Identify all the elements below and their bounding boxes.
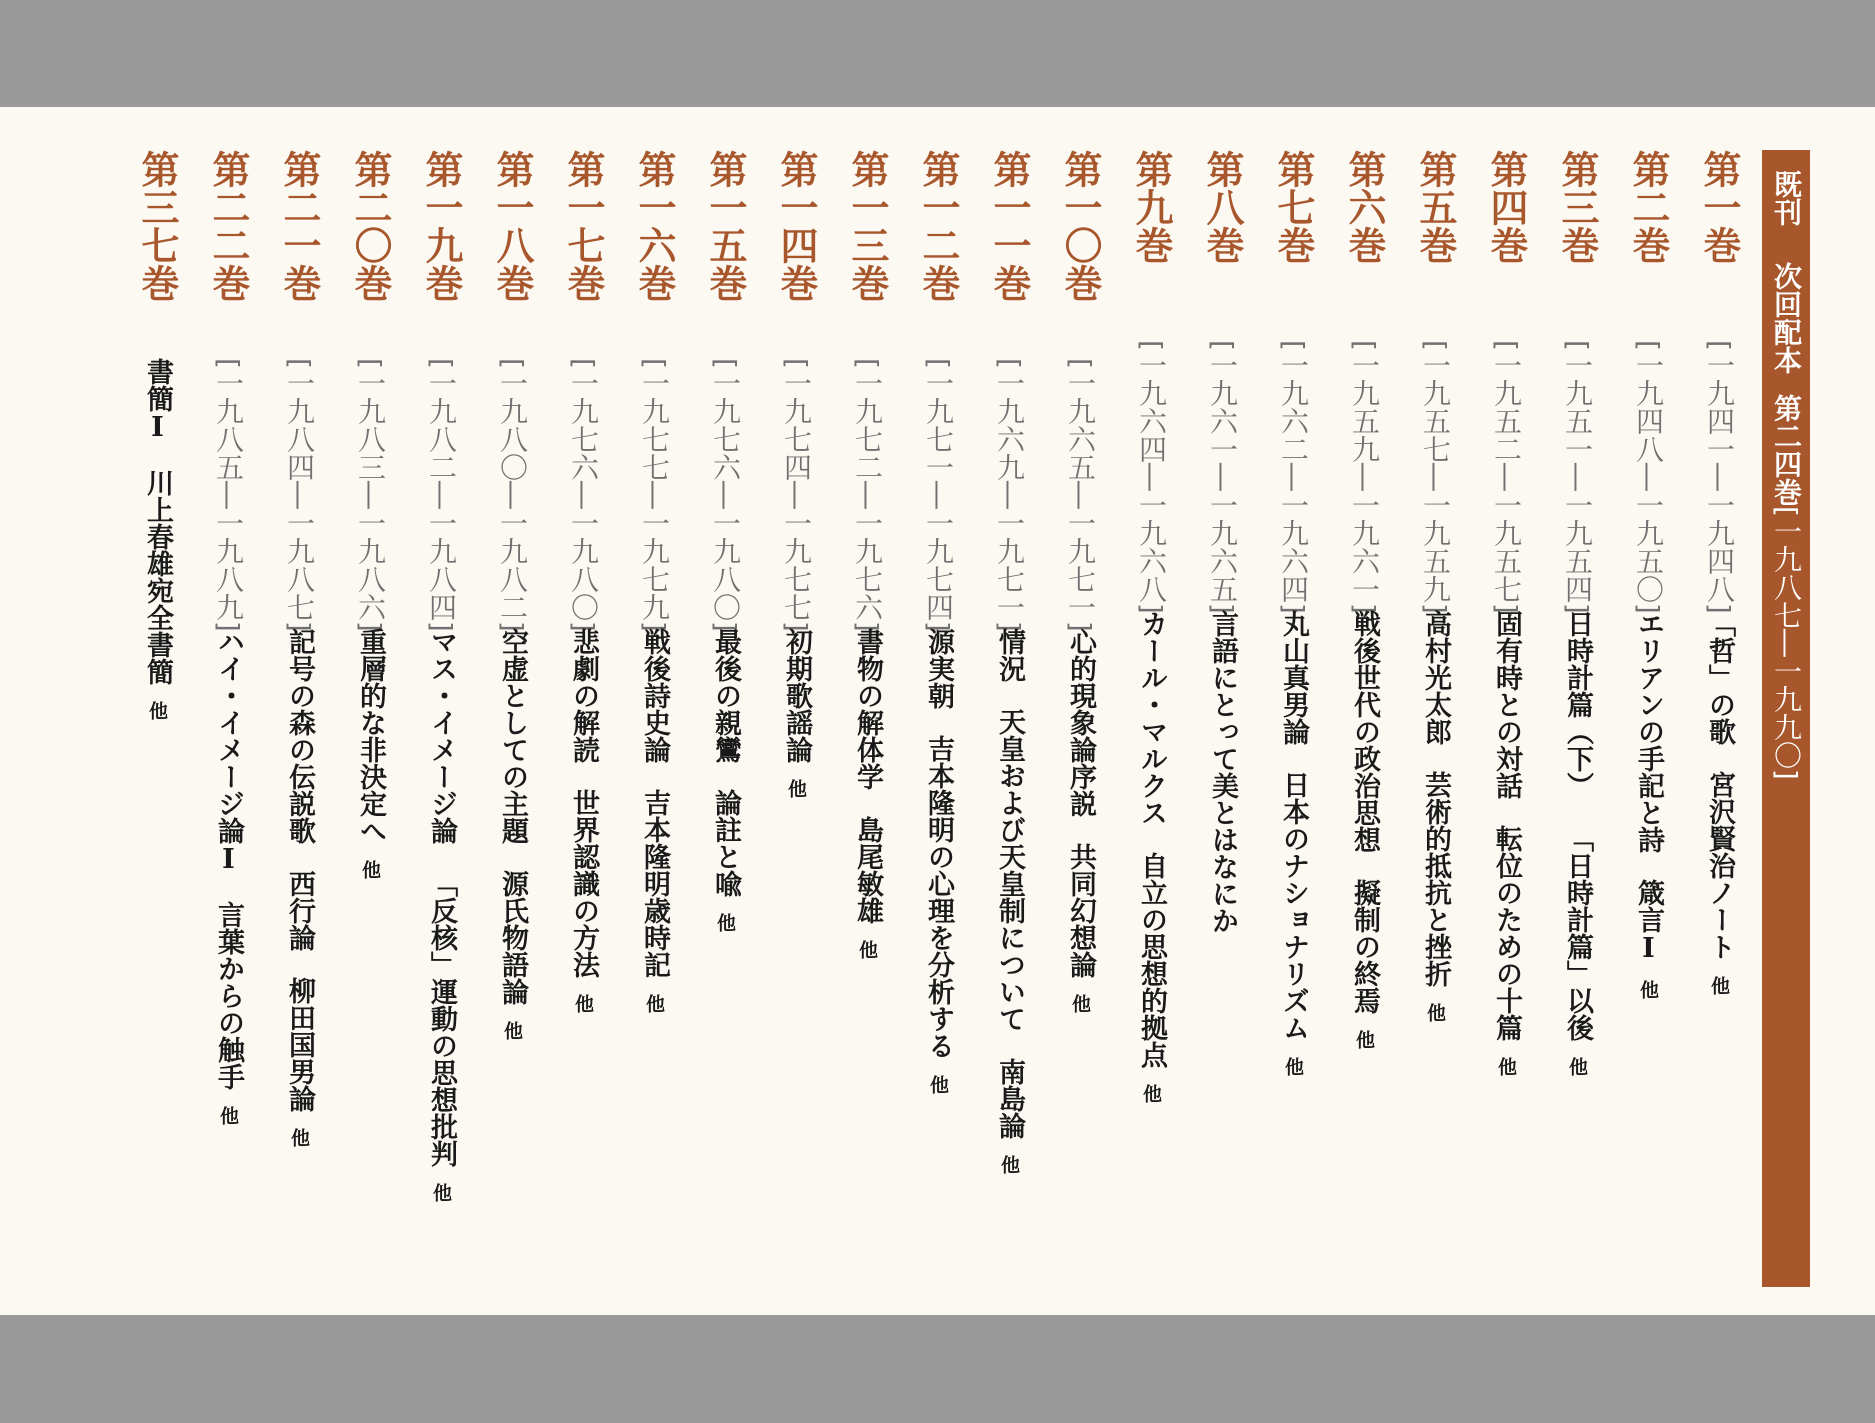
volume-title: 第一七巻: [561, 150, 605, 302]
volume-title: 第六巻: [1342, 150, 1386, 264]
work-title: 源氏物語論: [497, 870, 528, 1005]
work-title: 記号の森の伝説歌: [284, 628, 315, 844]
volume-entry: [482, 150, 542, 1310]
other-works-marker: 他: [1708, 976, 1730, 995]
volume-entry: [1192, 150, 1252, 1310]
work-title: 自立の思想的拠点: [1136, 852, 1167, 1068]
work-title: 柳田国男論: [284, 977, 315, 1112]
volume-years: [一九七四―一九七七]: [780, 358, 813, 632]
work-title: 南島論: [994, 1058, 1025, 1139]
work-title: 言葉からの触手: [213, 901, 244, 1090]
banner-next-volume: 第二四巻: [1770, 394, 1803, 506]
volume-years: [一九八二―一九八四]: [425, 358, 458, 632]
volume-title: 第一四巻: [774, 150, 818, 302]
work-title: 日本のナショナリズム: [1278, 771, 1309, 1041]
volume-years: [一九七七―一九七九]: [638, 358, 671, 632]
volume-years: [一九五一―一九五四]: [1561, 340, 1594, 614]
volume-years: [一九四八―一九五〇]: [1632, 340, 1665, 614]
work-title: 重層的な非決定へ: [355, 628, 386, 844]
volume-title: 第二二巻: [206, 150, 250, 302]
work-title: 転位のための十篇: [1491, 825, 1522, 1041]
volume-entry: [1689, 150, 1749, 1310]
other-works-marker: 他: [217, 1106, 239, 1125]
volume-contents: [1557, 610, 1597, 1076]
volume-years: [一九七一―一九七四]: [922, 358, 955, 632]
work-title: 初期歌謡論: [781, 628, 812, 763]
volume-entry: [695, 150, 755, 1310]
other-works-marker: 他: [1140, 1084, 1162, 1103]
work-title: 西行論: [284, 870, 315, 951]
volume-contents: [989, 628, 1029, 1174]
banner-label: 既刊: [1770, 170, 1803, 226]
volume-title: 第八巻: [1200, 150, 1244, 264]
volume-title: 第一五巻: [703, 150, 747, 302]
other-works-marker: 他: [1566, 1057, 1588, 1076]
work-title: 高村光太郎: [1420, 610, 1451, 745]
volume-title: 第九巻: [1129, 150, 1173, 264]
volume-contents: [918, 628, 958, 1094]
other-works-marker: 他: [501, 1021, 523, 1040]
other-works-marker: 他: [856, 940, 878, 959]
volume-entry: [269, 150, 329, 1310]
other-works-marker: 他: [146, 701, 168, 720]
volume-entry: [766, 150, 826, 1310]
volume-years: [一九五九―一九六一]: [1348, 340, 1381, 614]
volume-years: [一九七二―一九七六]: [851, 358, 884, 632]
other-works-marker: 他: [1424, 1003, 1446, 1022]
volume-contents: [492, 628, 532, 1040]
work-title: 論註と喩: [710, 789, 741, 897]
volume-entry: [1334, 150, 1394, 1310]
volume-title: 第一九巻: [419, 150, 463, 302]
work-title: 書物の解体学: [852, 628, 883, 790]
volume-entry: [1547, 150, 1607, 1310]
work-title: 擬制の終焉: [1349, 879, 1380, 1014]
work-title: マス・イメージ論: [426, 628, 457, 844]
volume-title: 第一八巻: [490, 150, 534, 302]
work-title: 源実朝: [923, 628, 954, 709]
volume-contents: [421, 628, 461, 1202]
volume-years: [一九六一―一九六五]: [1206, 340, 1239, 614]
volume-years: [一九六四―一九六八]: [1135, 340, 1168, 614]
volume-title: 第一巻: [1697, 150, 1741, 264]
volume-contents: [1628, 610, 1668, 999]
volume-years: [一九八五―一九八九]: [212, 358, 245, 632]
volume-title: 第三七巻: [135, 150, 179, 302]
work-title: 戦後詩史論: [639, 628, 670, 763]
volume-title: 第二巻: [1626, 150, 1670, 264]
volume-entry: [1050, 150, 1110, 1310]
published-banner: [1762, 150, 1810, 1287]
banner-next-range: [一九八七―一九九〇]: [1770, 506, 1803, 780]
volume-contents: [634, 628, 674, 1013]
work-title: 「日時計篇」以後: [1562, 825, 1593, 1041]
volume-contents: [1699, 610, 1739, 995]
work-title: エリアンの手記と詩: [1633, 610, 1664, 853]
volume-entry: [1121, 150, 1181, 1310]
work-title: 吉本隆明歳時記: [639, 789, 670, 978]
other-works-marker: 他: [998, 1155, 1020, 1174]
work-title: 川上春雄宛全書簡: [142, 469, 173, 685]
volume-years: [一九八四―一九八七]: [283, 358, 316, 632]
volume-entry: [1618, 150, 1678, 1310]
other-works-marker: 他: [1637, 980, 1659, 999]
work-title: 丸山真男論: [1278, 610, 1309, 745]
other-works-marker: 他: [1069, 994, 1091, 1013]
volume-entry: [198, 150, 258, 1310]
other-works-marker: 他: [1495, 1057, 1517, 1076]
work-title: 悲劇の解読: [568, 628, 599, 763]
work-title: 箴言Ⅰ: [1633, 879, 1664, 964]
volume-years: [一九六二―一九六四]: [1277, 340, 1310, 614]
work-title: 日時計篇（下）: [1562, 610, 1593, 799]
volume-contents: [1131, 610, 1171, 1103]
volume-title: 第二〇巻: [348, 150, 392, 302]
volume-contents: [1202, 610, 1242, 934]
other-works-marker: 他: [643, 994, 665, 1013]
volume-years: [一九六九―一九七一]: [993, 358, 1026, 632]
other-works-marker: 他: [1353, 1030, 1375, 1049]
banner-next-label: 次回配本: [1770, 262, 1803, 374]
volume-entry: [1476, 150, 1536, 1310]
volume-contents: [279, 628, 319, 1147]
volume-entry: [837, 150, 897, 1310]
volume-title: 第一一巻: [987, 150, 1031, 302]
volume-title: 第一三巻: [845, 150, 889, 302]
volume-entry: [1263, 150, 1323, 1310]
work-title: 「反核」運動の思想批判: [426, 870, 457, 1167]
volume-entry: [979, 150, 1039, 1310]
volume-years: [一九六五―一九七一]: [1064, 358, 1097, 632]
work-title: 「哲」の歌: [1704, 610, 1735, 745]
work-title: 宮沢賢治ノート: [1704, 771, 1735, 960]
volume-entry: [908, 150, 968, 1310]
work-title: 島尾敏雄: [852, 816, 883, 924]
volume-contents: [350, 628, 390, 879]
volume-years: [一九七六―一九八〇]: [709, 358, 742, 632]
other-works-marker: 他: [288, 1128, 310, 1147]
volume-title: 第一六巻: [632, 150, 676, 302]
volume-years: [一九八〇―一九八二]: [496, 358, 529, 632]
work-title: 芸術的抵抗と挫折: [1420, 771, 1451, 987]
work-title: 空虚としての主題: [497, 628, 528, 844]
volume-contents: [1060, 628, 1100, 1013]
other-works-marker: 他: [359, 860, 381, 879]
volume-years: [一九八三―一九八六]: [354, 358, 387, 632]
work-title: 天皇および天皇制について: [994, 708, 1025, 1032]
other-works-marker: 他: [572, 994, 594, 1013]
volume-title: 第一〇巻: [1058, 150, 1102, 302]
volume-title: 第三巻: [1555, 150, 1599, 264]
work-title: 世界認識の方法: [568, 789, 599, 978]
volume-entry: [340, 150, 400, 1310]
work-title: 心的現象論序説: [1065, 628, 1096, 817]
volume-entry: [624, 150, 684, 1310]
volume-contents: [847, 628, 887, 959]
volume-title: 第五巻: [1413, 150, 1457, 264]
volume-contents: [705, 628, 745, 932]
other-works-marker: 他: [430, 1183, 452, 1202]
work-title: 言語にとって美とはなにか: [1207, 610, 1238, 934]
volume-entry: [553, 150, 613, 1310]
other-works-marker: 他: [714, 913, 736, 932]
work-title: 共同幻想論: [1065, 843, 1096, 978]
volume-contents: [1486, 610, 1526, 1076]
volume-entry: [127, 150, 187, 1310]
work-title: 固有時との対話: [1491, 610, 1522, 799]
volume-contents: [776, 628, 816, 798]
other-works-marker: 他: [1282, 1057, 1304, 1076]
volume-contents: [137, 358, 177, 720]
work-title: 書簡Ⅰ: [142, 358, 173, 443]
volume-title: 第二一巻: [277, 150, 321, 302]
volume-years: [一九五七―一九五九]: [1419, 340, 1452, 614]
volume-years: [一九四一―一九四八]: [1703, 340, 1736, 614]
volume-contents: [208, 628, 248, 1125]
volume-years: [一九五二―一九五七]: [1490, 340, 1523, 614]
volume-contents: [563, 628, 603, 1013]
volume-contents: [1415, 610, 1455, 1022]
volume-years: [一九七六―一九八〇]: [567, 358, 600, 632]
volume-entry: [1405, 150, 1465, 1310]
work-title: 吉本隆明の心理を分析する: [923, 735, 954, 1059]
other-works-marker: 他: [785, 779, 807, 798]
other-works-marker: 他: [927, 1075, 949, 1094]
work-title: ハイ・イメージ論Ⅰ: [213, 628, 244, 875]
work-title: 最後の親鸞: [710, 628, 741, 763]
work-title: 情況: [994, 628, 1025, 682]
volume-contents: [1273, 610, 1313, 1076]
work-title: 戦後世代の政治思想: [1349, 610, 1380, 853]
work-title: カール・マルクス: [1136, 610, 1167, 826]
volume-title: 第四巻: [1484, 150, 1528, 264]
volume-entry: [411, 150, 471, 1310]
volume-title: 第一二巻: [916, 150, 960, 302]
volume-contents: [1344, 610, 1384, 1049]
volume-title: 第七巻: [1271, 150, 1315, 264]
